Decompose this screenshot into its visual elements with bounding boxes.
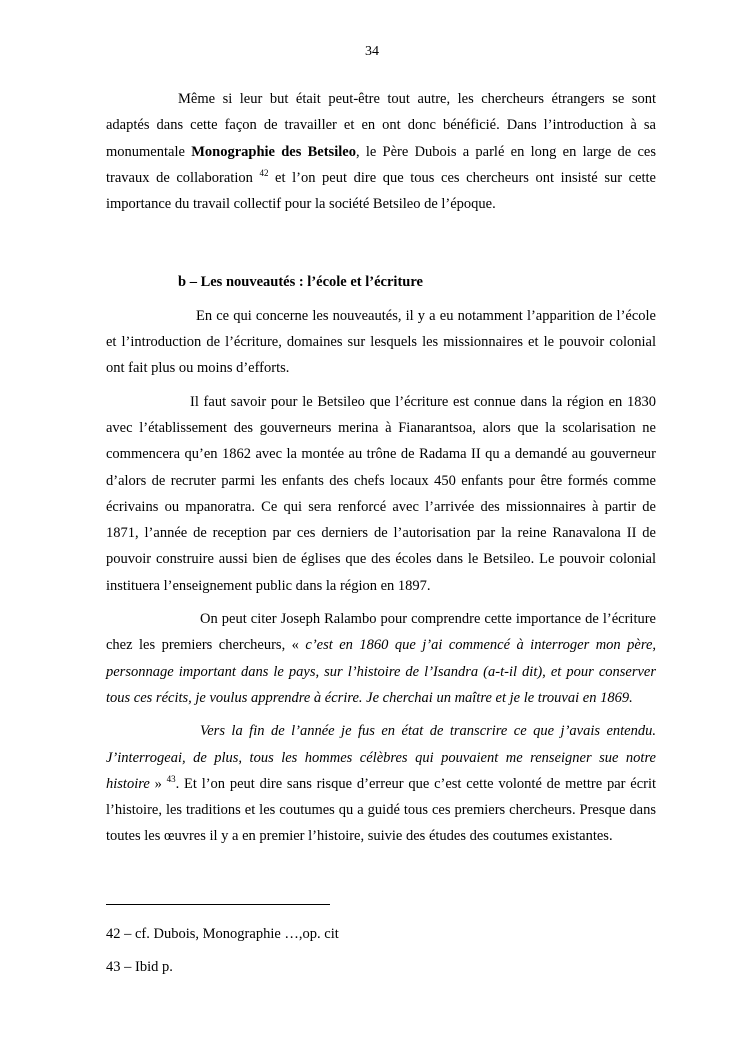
section-heading: b – Les nouveautés : l’école et l’écriture <box>178 274 423 291</box>
quotation-part-2: Vers la fin de l’année je fus en état de transcrire ce que j’avais entendu. J’interrogeai, de plus, tous les hommes célèbres qui pouvaient me renseigner sue notre histoire <box>106 723 656 792</box>
footnote-43: 43 – Ibid p. <box>106 959 173 975</box>
body-text <box>106 86 656 850</box>
paragraph-5 <box>106 718 656 849</box>
footnote-ref-43: 43 <box>166 773 176 784</box>
paragraph-3: Il faut savoir pour le Betsileo que l’écriture est connue dans la région en 1830 avec l’établissement des gouverneurs merina à Fianarantsoa, alors que la scolarisation ne commencera qu’en 1862 avec la montée au trône de Radama II qu a demandé au gouverneur d’alors de recruter parmi les enfants des chefs locaux 450 enfants pour être formés comme écrivains ou mpanoratra. Ce qui sera renforcé avec l’arrivée des missionnaires à partir de 1871, l’année de reception par ces derniers de l’autorisation par la reine Ranavalona II de pouvoir construire aussi bien de églises que des écoles dans le Betsileo. Le pouvoir colonial instituera l’enseignement public dans la région en 1897. <box>106 393 656 594</box>
paragraph-1-text: Même si leur but était peut-être tout autre, les chercheurs étrangers se sont adaptés dans cette façon de travailler et en ont donc bénéficié. Dans l’introduction à sa monumentale <box>106 91 656 160</box>
footnote-42: 42 – cf. Dubois, Monographie …,op. cit <box>106 926 339 942</box>
quotation-part-1: c’est en 1860 que j’ai commencé à interroger mon père, personnage important dans le pays, sur l’histoire de l’Isandra (a-t-il dit), et pour conserver tous ces récits, je voulus apprendre à écrire. Je cherchai un maître et je le trouvai en 1869. <box>106 637 656 706</box>
paragraph-4-text: On peut citer Joseph Ralambo pour comprendre cette importance de l’écriture chez les premiers chercheurs, « <box>106 611 656 654</box>
paragraph-1-text-3: et l’on peut dire que tous ces chercheurs ont insisté sur cette importance du travail collectif pour la société Betsileo de l’époque. <box>106 169 656 213</box>
paragraph-5-text: . Et l’on peut dire sans risque d’erreur que c’est cette volonté de mettre par écrit l’histoire, les traditions et les coutumes qu a guidé tous ces premiers chercheurs. Presque dans toutes les œuvres il y a en premier l’histoire, suivie des études des coutumes existantes. <box>106 775 657 845</box>
quote-close: » <box>149 775 162 792</box>
paragraph-4 <box>106 606 656 711</box>
footnote-separator <box>106 904 330 905</box>
book-title: Monographie des Betsileo <box>191 143 356 160</box>
footnote-ref-42: 42 <box>259 167 269 178</box>
paragraph-1-text-2: , le Père Dubois a parlé en long en large de ces travaux de collaboration <box>106 143 657 186</box>
page-number: 34 <box>365 44 379 59</box>
paragraph-1 <box>106 86 656 217</box>
paragraph-2: En ce qui concerne les nouveautés, il y a eu notamment l’apparition de l’école et l’introduction de l’écriture, domaines sur lesquels les missionnaires et le pouvoir colonial ont fait plus ou moins d’efforts. <box>106 307 656 377</box>
